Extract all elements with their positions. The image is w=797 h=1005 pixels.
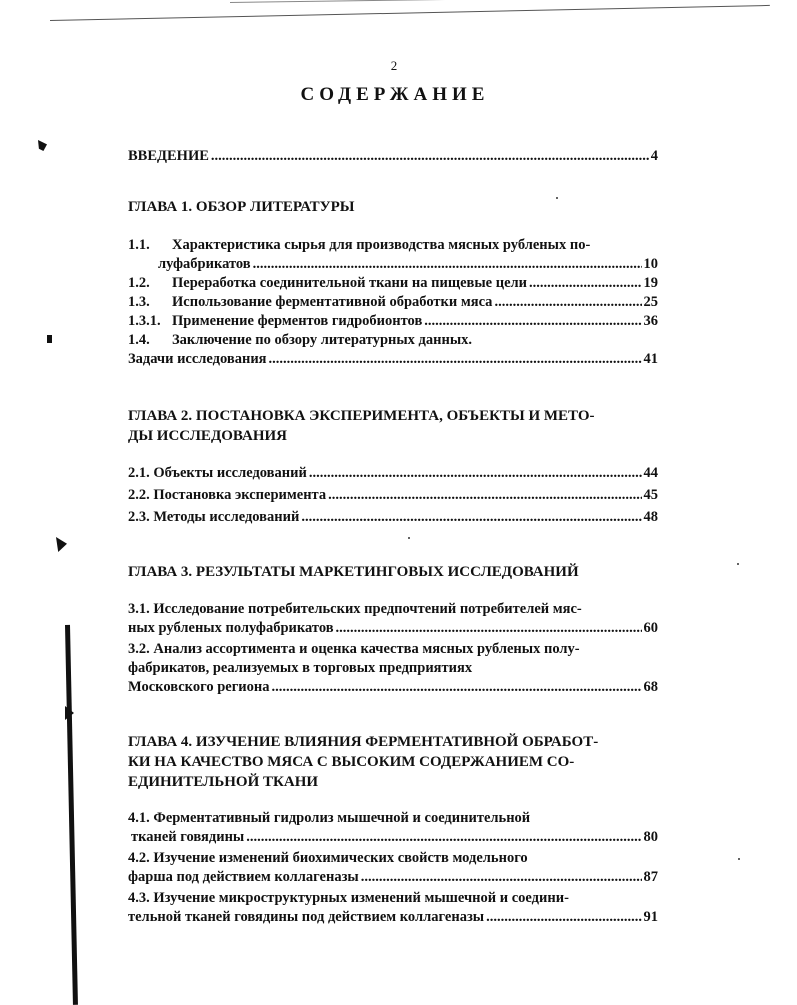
toc-entry-page: 41 <box>643 351 658 367</box>
toc-entry-page: 25 <box>643 294 658 310</box>
toc-entry-label-continued: ных рубленых полуфабрикатов <box>128 620 334 636</box>
chapter-heading-4 <box>128 732 658 792</box>
leader-dots <box>424 312 641 331</box>
leader-dots <box>494 293 641 312</box>
toc-entry-label-continued: луфабрикатов <box>158 256 251 272</box>
toc-entry-label-continued: фабрикатов, реализуемых в торговых предприятиях <box>128 660 473 676</box>
leader-dots <box>328 486 641 505</box>
toc-entry-page: 10 <box>643 256 658 272</box>
toc-entry-label: 2.2. Постановка эксперимента <box>128 487 327 503</box>
toc-entry-label-continued: тельной тканей говядины под действием коллагеназы <box>128 909 485 925</box>
leader-dots <box>301 508 641 527</box>
toc-entry-label-continued: тканей говядины <box>131 829 245 845</box>
toc-entry-label: Характеристика сырья для производства мясных рубленых по- <box>172 237 591 253</box>
toc-entry-label: 4.2. Изучение изменений биохимических свойств модельного <box>128 850 528 866</box>
toc-section-1-3-1 <box>128 312 658 331</box>
chapter-heading-line: КИ НА КАЧЕСТВО МЯСА С ВЫСОКИМ СОДЕРЖАНИЕМ СО- <box>128 754 575 770</box>
toc-entry-label: Заключение по обзору литературных данных. <box>172 332 473 348</box>
toc-section-2-3 <box>128 508 658 527</box>
toc-entry-label: 2.3. Методы исследований <box>128 509 300 525</box>
scan-artifact-line <box>50 5 770 21</box>
leader-dots <box>271 678 641 697</box>
toc-entry-label: 4.1. Ферментативный гидролиз мышечной и соединительной <box>128 810 531 826</box>
toc-section-4-3 <box>128 889 658 927</box>
toc-section-1-2 <box>128 274 658 293</box>
leader-dots <box>309 464 642 483</box>
toc-entry-label-continued: фарша под действием коллагеназы <box>128 869 359 885</box>
toc-section-1-4 <box>128 331 658 369</box>
toc-entry-page: 19 <box>643 275 658 291</box>
toc-entry-page: 91 <box>643 909 658 925</box>
toc-entry-page: 80 <box>643 829 658 845</box>
toc-section-3-1 <box>128 600 658 638</box>
toc-section-2-1 <box>128 464 658 483</box>
leader-dots <box>486 908 641 927</box>
leader-dots <box>246 828 641 847</box>
chapter-heading-line: ГЛАВА 4. ИЗУЧЕНИЕ ВЛИЯНИЯ ФЕРМЕНТАТИВНОЙ ОБРАБОТ- <box>128 734 599 750</box>
leader-dots <box>361 868 642 887</box>
scan-artifact-speck <box>738 858 740 860</box>
toc-entry-label: Использование ферментативной обработки мяса <box>172 294 493 310</box>
toc-section-1-3 <box>128 293 658 312</box>
toc-entry-label: ВВЕДЕНИЕ <box>128 148 209 164</box>
scan-artifact-mark <box>47 335 52 343</box>
section-number: 1.4. <box>128 332 150 348</box>
section-number: 1.3. <box>128 294 150 310</box>
scan-artifact-mark <box>38 140 47 151</box>
toc-entry-label-continued: Задачи исследования <box>128 351 267 367</box>
toc-entry-introduction <box>128 147 658 166</box>
leader-dots <box>211 147 649 166</box>
scan-artifact-speck <box>737 563 739 565</box>
chapter-heading-line: ДЫ ИССЛЕДОВАНИЯ <box>128 428 287 444</box>
toc-entry-page: 48 <box>643 509 658 525</box>
toc-section-3-2 <box>128 640 658 697</box>
leader-dots <box>529 274 641 293</box>
toc-entry-page: 4 <box>650 148 658 164</box>
toc-entry-label: 4.3. Изучение микроструктурных изменений мышечной и соедини- <box>128 890 569 906</box>
toc-section-4-1 <box>128 809 658 847</box>
chapter-heading-2 <box>128 406 658 446</box>
toc-section-1-1 <box>128 236 658 274</box>
scan-artifact-line <box>230 0 710 3</box>
toc-section-2-2 <box>128 486 658 505</box>
chapter-heading-3: ГЛАВА 3. РЕЗУЛЬТАТЫ МАРКЕТИНГОВЫХ ИССЛЕДОВАНИЙ <box>128 564 579 580</box>
scan-artifact-mark <box>56 537 67 552</box>
toc-section-4-2 <box>128 849 658 887</box>
toc-entry-page: 87 <box>643 869 658 885</box>
table-of-contents <box>128 147 658 927</box>
toc-entry-label: 2.1. Объекты исследований <box>128 465 307 481</box>
toc-entry-label: Применение ферментов гидробионтов <box>172 313 423 329</box>
section-number: 1.2. <box>128 275 150 291</box>
section-number: 1.1. <box>128 237 150 253</box>
chapter-heading-line: ЕДИНИТЕЛЬНОЙ ТКАНИ <box>128 774 319 790</box>
scan-artifact-margin-bar <box>65 625 78 1005</box>
page-title: СОДЕРЖАНИЕ <box>300 84 490 105</box>
toc-entry-page: 60 <box>643 620 658 636</box>
toc-entry-label: 3.1. Исследование потребительских предпочтений потребителей мяс- <box>128 601 582 617</box>
leader-dots <box>253 255 642 274</box>
leader-dots <box>336 619 642 638</box>
toc-entry-page: 45 <box>643 487 658 503</box>
leader-dots <box>269 350 642 369</box>
section-number: 1.3.1. <box>128 313 161 329</box>
toc-entry-label: Переработка соединительной ткани на пищевые цели <box>172 275 528 291</box>
toc-entry-page: 68 <box>643 679 658 695</box>
toc-entry-label-continued: Московского региона <box>128 679 270 695</box>
toc-entry-label: 3.2. Анализ ассортимента и оценка качества мясных рубленых полу- <box>128 641 580 657</box>
chapter-heading-1: ГЛАВА 1. ОБЗОР ЛИТЕРАТУРЫ <box>128 199 355 215</box>
toc-entry-page: 44 <box>643 465 658 481</box>
chapter-heading-line: ГЛАВА 2. ПОСТАНОВКА ЭКСПЕРИМЕНТА, ОБЪЕКТЫ И МЕТО- <box>128 408 595 424</box>
page-number: 2 <box>390 58 398 73</box>
toc-entry-page: 36 <box>643 313 658 329</box>
